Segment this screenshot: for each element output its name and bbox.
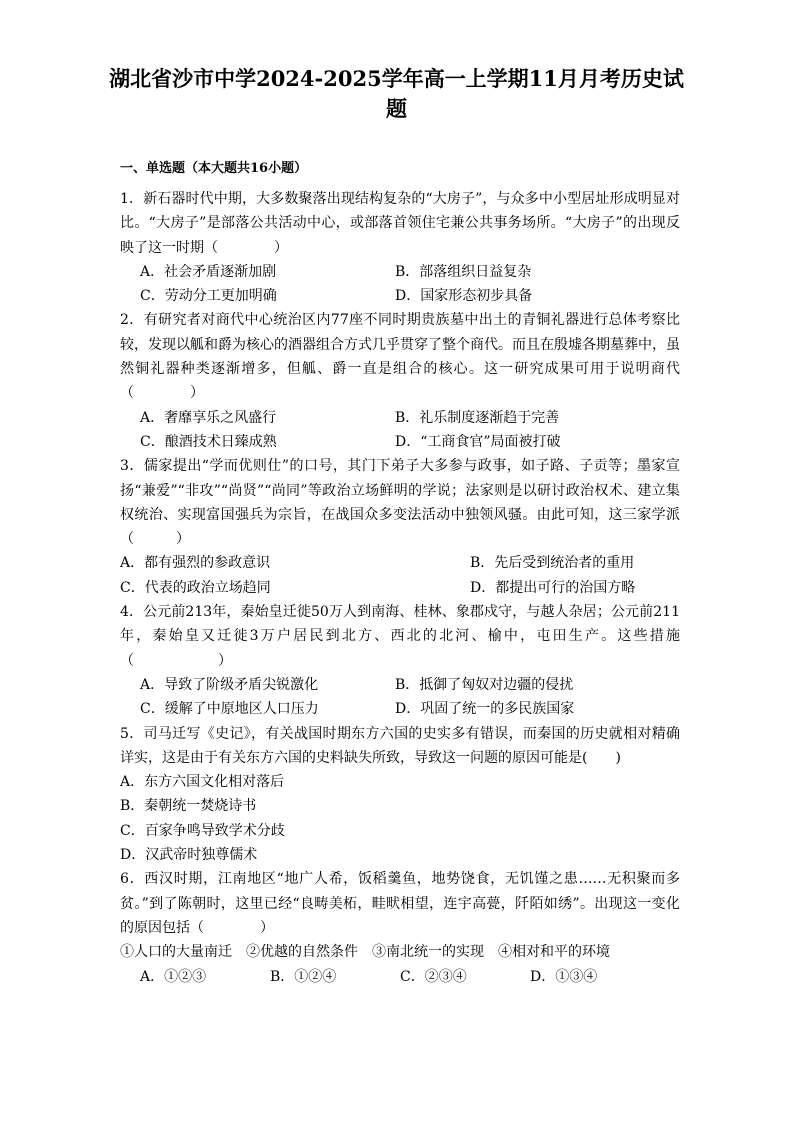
question-stem: 6．西汉时期，江南地区“地广人希，饭稻羹鱼，地势饶食，无饥馑之患……无积聚而多贫。”到了陈朝时，这里已经“良畴美柘，畦畎相望，连宇高甍，阡陌如绣”。出现这一变化的原因包括（ ） bbox=[120, 871, 680, 936]
option-d: D．国家形态初步具备 bbox=[395, 288, 533, 305]
option-d: D．①③④ bbox=[530, 968, 598, 985]
option-d: D．汉武帝时独尊儒术 bbox=[120, 847, 258, 864]
question-6 bbox=[120, 867, 680, 988]
option-d: D．都提出可行的治国方略 bbox=[470, 579, 636, 596]
option-b: B．秦朝统一焚烧诗书 bbox=[120, 798, 257, 815]
question-stem: 5．司马迁写《史记》，有关战国时期东方六国的史实多有错误，而秦国的历史就相对精确详实，这是由于有关东方六国的史料缺失所致，导致这一问题的原因可能是( ) bbox=[120, 725, 680, 766]
option-b: B．先后受到统治者的重用 bbox=[470, 555, 635, 572]
option-a: A．都有强烈的参政意识 bbox=[120, 555, 271, 572]
question-4 bbox=[120, 600, 680, 721]
option-a: A．东方六国文化相对落后 bbox=[120, 774, 285, 791]
question-3 bbox=[120, 454, 680, 600]
option-b: B．抵御了匈奴对边疆的侵扰 bbox=[395, 676, 574, 693]
question-5 bbox=[120, 722, 680, 868]
option-b: B．部落组织日益复杂 bbox=[395, 263, 532, 280]
option-c: C．劳动分工更加明确 bbox=[140, 288, 277, 305]
option-a: A．导致了阶级矛盾尖锐激化 bbox=[140, 676, 319, 693]
question-stem: 3．儒家提出“学而优则仕”的口号，其门下弟子大多参与政事，如子路、子贡等；墨家宣扬“兼爱”“非攻”“尚贤”“尚同”等政治立场鲜明的学说；法家则是以研讨政治权术、建立集权统治、实现富国强兵为宗旨，在战国众多变法活动中独领风骚。由此可知，这三家学派（ ） bbox=[120, 458, 680, 548]
option-group bbox=[120, 673, 680, 722]
question-stem: 1．新石器时代中期，大多数聚落出现结构复杂的“大房子”，与众多中小型居址形成明显对比。“大房子”是部落公共活动中心，或部落首领住宅兼公共事务场所。“大房子”的出现反映了这一时期（ ） bbox=[120, 191, 680, 256]
question-stem: 4．公元前213年，秦始皇迁徙50万人到南海、桂林、象郡戍守，与越人杂居；公元前211年，秦始皇又迁徙3万户居民到北方、西北的北河、榆中，屯田生产。这些措施（ ） bbox=[120, 604, 680, 669]
question-list bbox=[120, 187, 680, 989]
question-2 bbox=[120, 308, 680, 454]
section-heading: 一、单选题（本大题共16小题） bbox=[120, 161, 308, 176]
option-c: C．代表的政治立场趋同 bbox=[120, 579, 271, 596]
option-c: C．酿酒技术日臻成熟 bbox=[140, 433, 277, 450]
option-d: D．巩固了统一的多民族国家 bbox=[395, 701, 575, 718]
option-a: A．①②③ bbox=[140, 968, 207, 985]
option-group bbox=[120, 406, 680, 455]
question-stem: 2．有研究者对商代中心统治区内77座不同时期贵族墓中出土的青铜礼器进行总体考察比较，发现以觚和爵为核心的酒器组合方式几乎贯穿了整个商代。而且在殷墟各期墓葬中，虽然铜礼器种类逐渐增多，但觚、爵一直是组合的核心。这一研究成果可用于说明商代（ ） bbox=[120, 312, 680, 402]
option-c: C．缓解了中原地区人口压力 bbox=[140, 701, 319, 718]
exam-title: 湖北省沙市中学2024-2025学年高一上学期11月月考历史试题 bbox=[109, 66, 684, 121]
option-c: C．百家争鸣导致学术分歧 bbox=[120, 822, 285, 839]
option-group bbox=[120, 551, 680, 600]
question-1 bbox=[120, 187, 680, 308]
option-c: C．②③④ bbox=[400, 968, 467, 985]
option-b: B．①②④ bbox=[270, 968, 337, 985]
option-a: A．社会矛盾逐渐加剧 bbox=[140, 263, 277, 280]
option-group bbox=[120, 965, 680, 989]
option-b: B．礼乐制度逐渐趋于完善 bbox=[395, 409, 560, 426]
option-a: A．奢靡享乐之风盛行 bbox=[140, 409, 277, 426]
option-d: D．“工商食官”局面被打破 bbox=[395, 433, 561, 450]
statement-list: ①人口的大量南迁 ②优越的自然条件 ③南北统一的实现 ④相对和平的环境 bbox=[120, 944, 610, 961]
option-group bbox=[120, 260, 680, 309]
